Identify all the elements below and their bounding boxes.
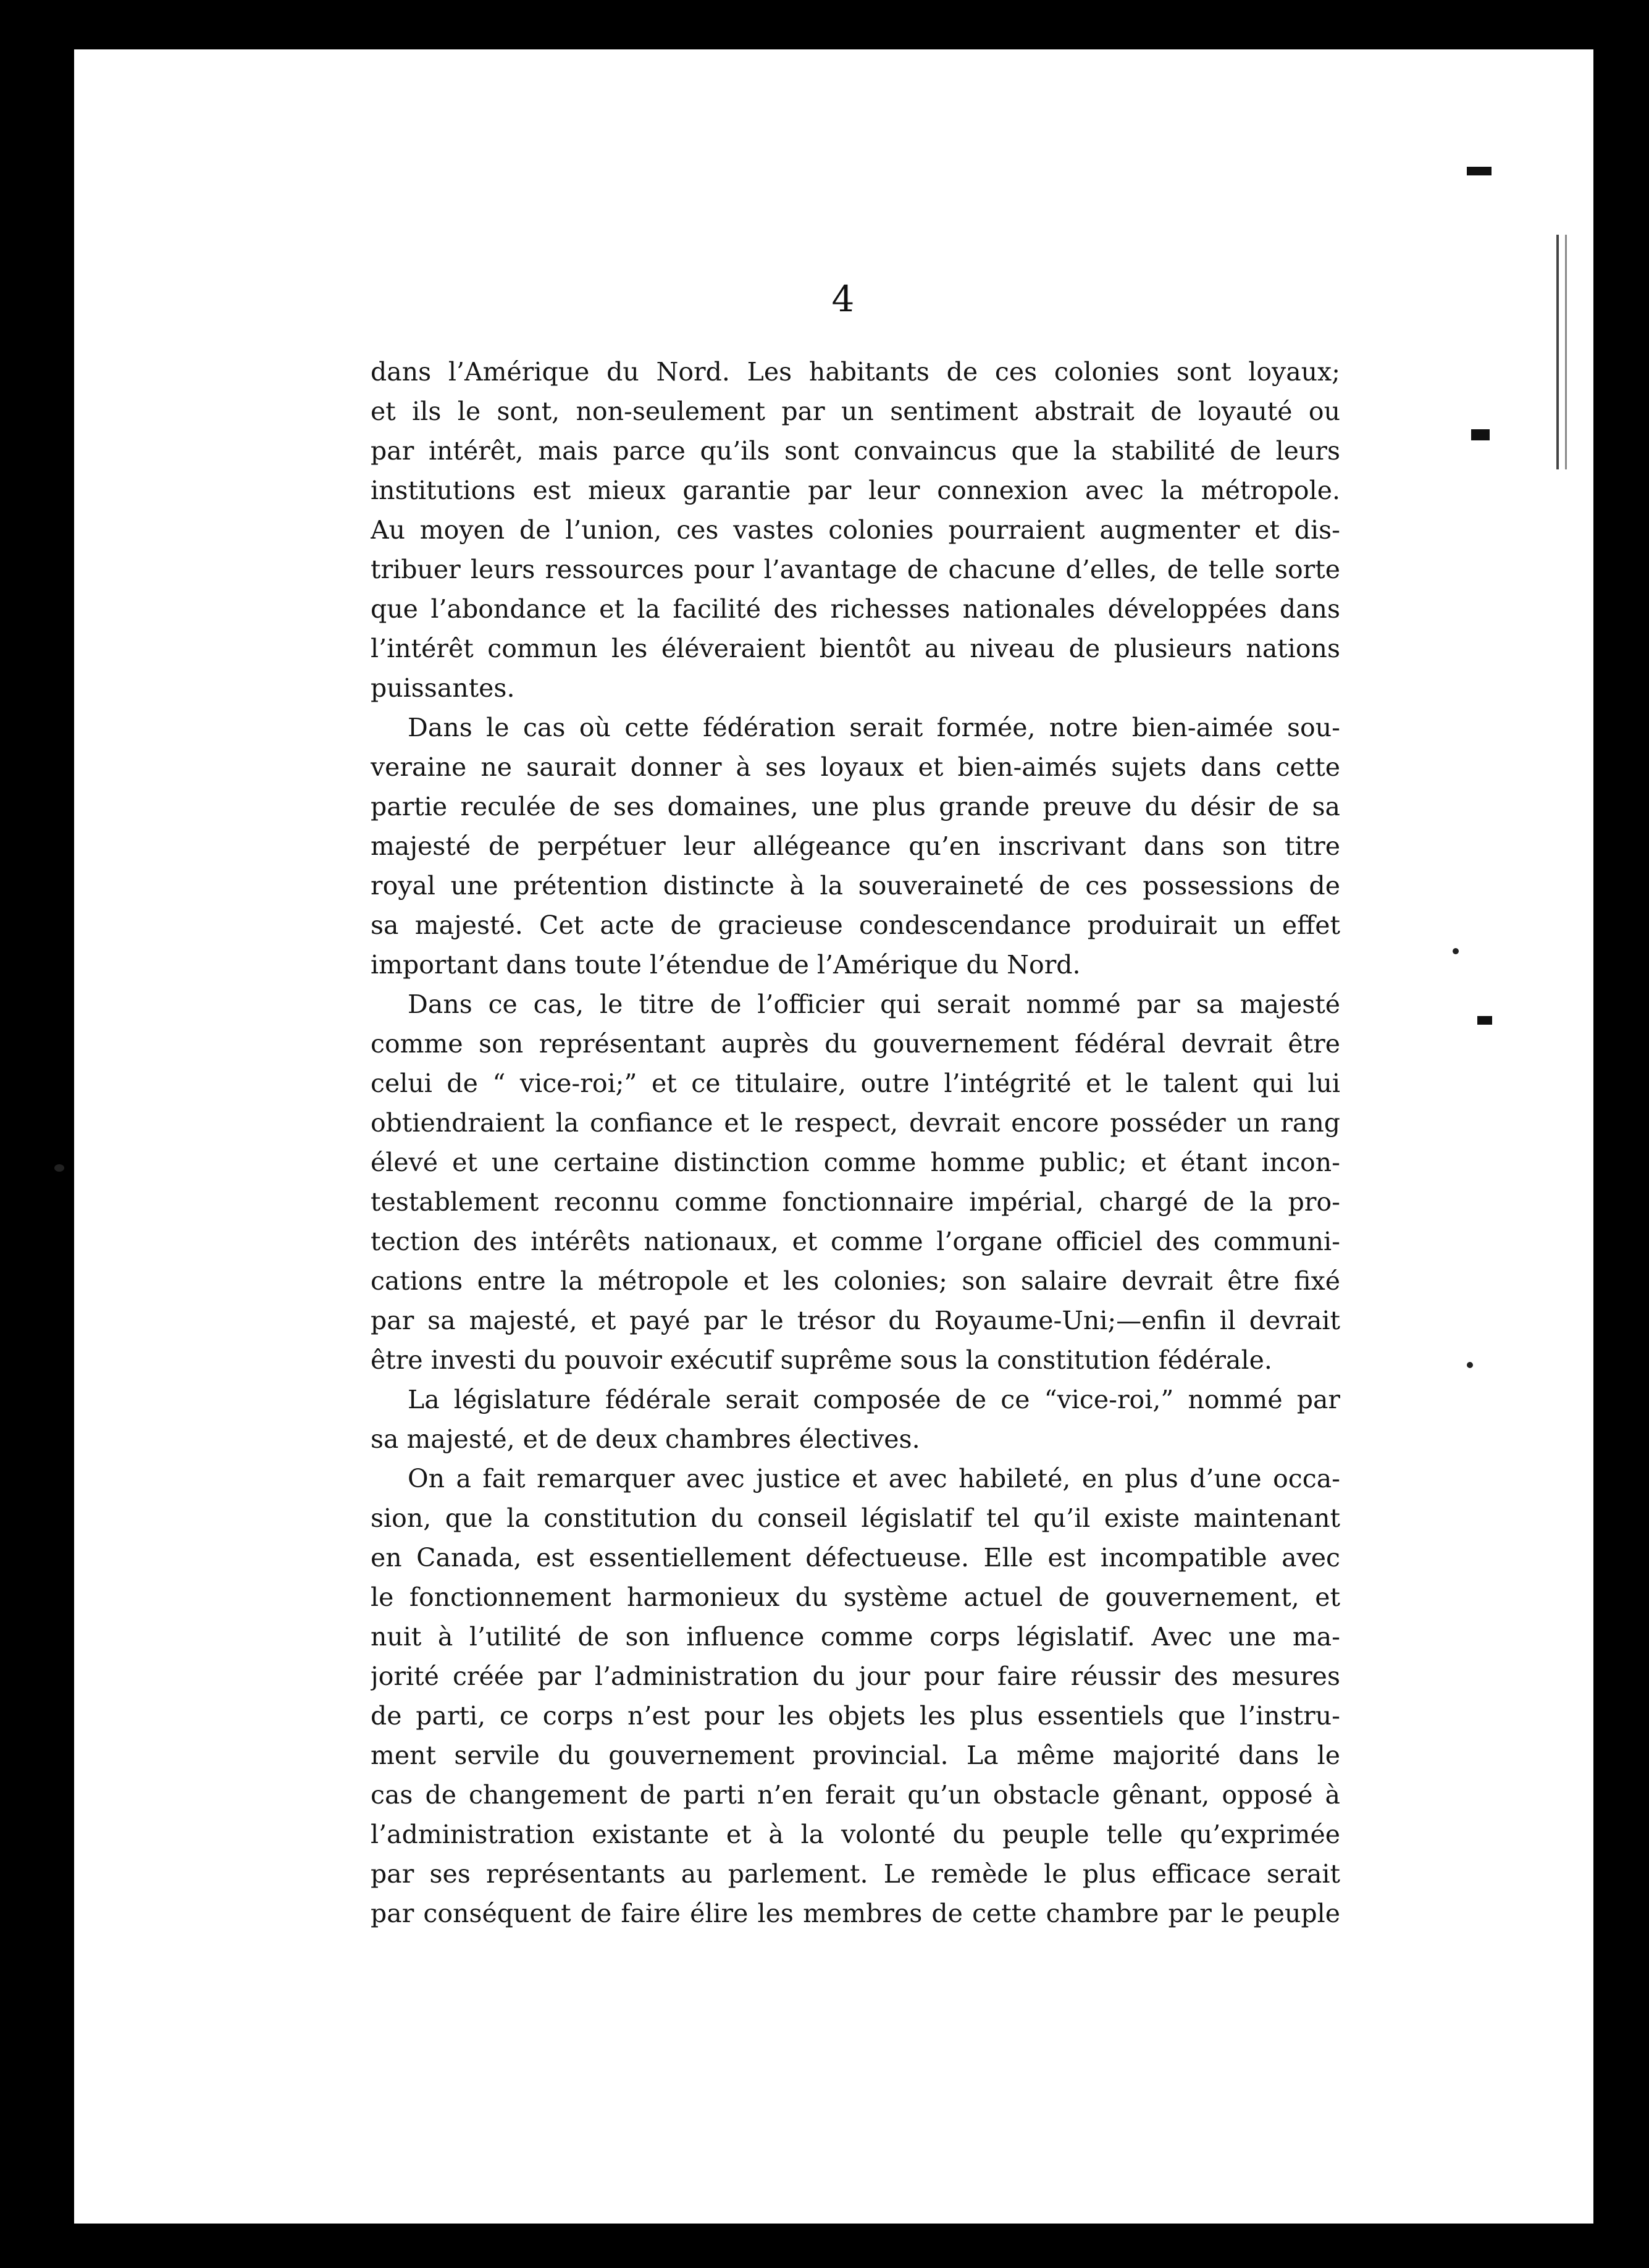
text-line: l’administration existante et à la volonté du peuple telle qu’exprimée [371, 1820, 1340, 1849]
text-line: ment servile du gouvernement provincial. La même majorité dans le [371, 1741, 1340, 1770]
text-line: par intérêt, mais parce qu’ils sont convaincus que la stabilité de leurs [371, 436, 1340, 466]
scan-speck [1453, 948, 1459, 954]
scan-speck [1467, 1362, 1473, 1368]
paragraph [371, 1459, 1340, 1933]
text-line: par conséquent de faire élire les membres de cette chambre par le peuple [371, 1899, 1340, 1928]
text-line: Dans ce cas, le titre de l’officier qui serait nommé par sa majesté [408, 989, 1340, 1019]
text-line: Dans le cas où cette fédération serait formée, notre bien-aimée sou- [408, 713, 1340, 742]
text-line: institutions est mieux garantie par leur connexion avec la métropole. [371, 476, 1340, 505]
text-line: tribuer leurs ressources pour l’avantage de chacune d’elles, de telle sorte [371, 555, 1340, 584]
body-text [371, 352, 1340, 1933]
page-number: 4 [831, 278, 855, 320]
text-line: jorité créée par l’administration du jour pour faire réussir des mesures [371, 1661, 1340, 1691]
binding-mark [1467, 167, 1492, 175]
binding-mark [1471, 429, 1490, 440]
text-line: sa majesté, et de deux chambres électives. [371, 1424, 920, 1454]
text-line: et ils le sont, non-seulement par un sentiment abstrait de loyauté ou [371, 397, 1340, 426]
text-line: obtiendraient la confiance et le respect, devrait encore posséder un rang [371, 1108, 1340, 1138]
text-line: royal une prétention distincte à la souveraineté de ces possessions de [371, 871, 1340, 901]
text-line: de parti, ce corps n’est pour les objets les plus essentiels que l’instru- [371, 1701, 1340, 1731]
text-line: sion, que la constitution du conseil législatif tel qu’il existe maintenant [371, 1503, 1340, 1533]
text-line: cations entre la métropole et les colonies; son salaire devrait être fixé [371, 1266, 1340, 1296]
text-line: le fonctionnement harmonieux du système actuel de gouvernement, et [371, 1582, 1340, 1612]
text-line: partie reculée de ses domaines, une plus grande preuve du désir de sa [371, 792, 1340, 821]
text-line: tection des intérêts nationaux, et comme l’organe officiel des communi- [371, 1227, 1340, 1256]
text-line: On a fait remarquer avec justice et avec habileté, en plus d’une occa- [408, 1464, 1340, 1493]
text-line: important dans toute l’étendue de l’Amérique du Nord. [371, 950, 1081, 980]
text-line: dans l’Amérique du Nord. Les habitants de ces colonies sont loyaux; [371, 357, 1340, 387]
text-line: celui de “ vice-roi;” et ce titulaire, outre l’intégrité et le talent qui lui [371, 1069, 1340, 1098]
scanned-page [74, 49, 1593, 2224]
text-line: La législature fédérale serait composée de ce “vice-roi,” nommé par [408, 1385, 1340, 1414]
text-line: par ses représentants au parlement. Le remède le plus efficace serait [371, 1859, 1340, 1889]
text-line: Au moyen de l’union, ces vastes colonies pourraient augmenter et dis- [371, 515, 1340, 545]
text-line: l’intérêt commun les éléveraient bientôt au niveau de plusieurs nations [371, 634, 1340, 663]
text-line: élevé et une certaine distinction comme homme public; et étant incon- [371, 1148, 1340, 1177]
binding-edge [1556, 235, 1567, 469]
text-line: que l’abondance et la facilité des richesses nationales développées dans [371, 594, 1340, 624]
paragraph [371, 352, 1340, 708]
scan-speck [54, 1164, 64, 1172]
text-line: par sa majesté, et payé par le trésor du Royaume-Uni;—enfin il devrait [371, 1306, 1340, 1335]
text-line: comme son représentant auprès du gouvernement fédéral devrait être [371, 1029, 1340, 1059]
text-line: majesté de perpétuer leur allégeance qu’en inscrivant dans son titre [371, 831, 1340, 861]
text-line: cas de changement de parti n’en ferait qu’un obstacle gênant, opposé à [371, 1780, 1340, 1810]
paragraph [371, 708, 1340, 985]
text-line: puissantes. [371, 673, 515, 703]
binding-mark [1477, 1016, 1492, 1025]
paragraph [371, 1380, 1340, 1459]
text-line: testablement reconnu comme fonctionnaire impérial, chargé de la pro- [371, 1187, 1340, 1217]
text-line: être investi du pouvoir exécutif suprême sous la constitution fédérale. [371, 1345, 1272, 1375]
text-line: en Canada, est essentiellement défectueuse. Elle est incompatible avec [371, 1543, 1340, 1573]
text-line: nuit à l’utilité de son influence comme corps législatif. Avec une ma- [371, 1622, 1340, 1652]
text-line: sa majesté. Cet acte de gracieuse condescendance produirait un effet [371, 910, 1340, 940]
paragraph [371, 985, 1340, 1380]
text-line: veraine ne saurait donner à ses loyaux et bien-aimés sujets dans cette [371, 752, 1340, 782]
